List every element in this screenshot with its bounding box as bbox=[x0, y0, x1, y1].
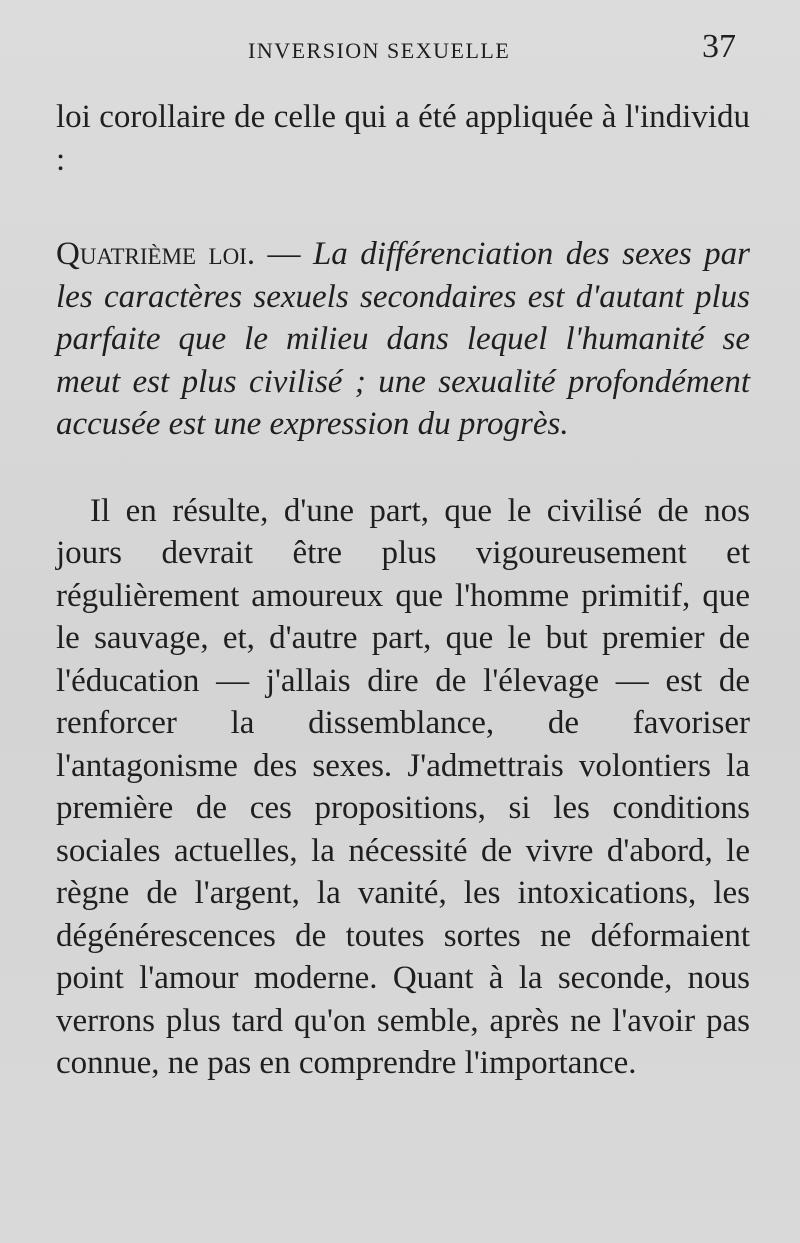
law-heading: Quatrième loi. — bbox=[56, 236, 313, 272]
page-body bbox=[56, 96, 750, 1085]
intro-paragraph: loi corollaire de celle qui a été appliquée à l'individu : bbox=[56, 99, 750, 178]
body-paragraph: Il en résulte, d'une part, que le civilisé de nos jours devrait être plus vigoureusement et régulièrement amoureux que l'homme primitif, que le sauvage, et, d'autre part, que le but premier de l'éducation — j'allais dire de l'élevage — est de renforcer la dissemblance, de favoriser l'antagonisme des sexes. J'admettrais volontiers la première de ces propositions, si les conditions sociales actuelles, la nécessité de vivre d'abord, le règne de l'argent, la vanité, les intoxications, les dégénérescences de toutes sortes ne déformaient point l'amour moderne. Quant à la seconde, nous verrons plus tard qu'on semble, après ne l'avoir pas connue, ne pas en comprendre l'importance. bbox=[56, 492, 750, 1081]
law-text: La différenciation des sexes par les caractères sexuels secondaires est d'autant plus parfaite que le milieu dans lequel l'humanité se meut est plus civilisé ; une sexualité profondément accusée est une expression du progrès. bbox=[56, 236, 750, 442]
running-title: INVERSION SEXUELLE bbox=[248, 38, 511, 63]
law-paragraph bbox=[56, 233, 750, 446]
page-number: 37 bbox=[702, 28, 736, 65]
